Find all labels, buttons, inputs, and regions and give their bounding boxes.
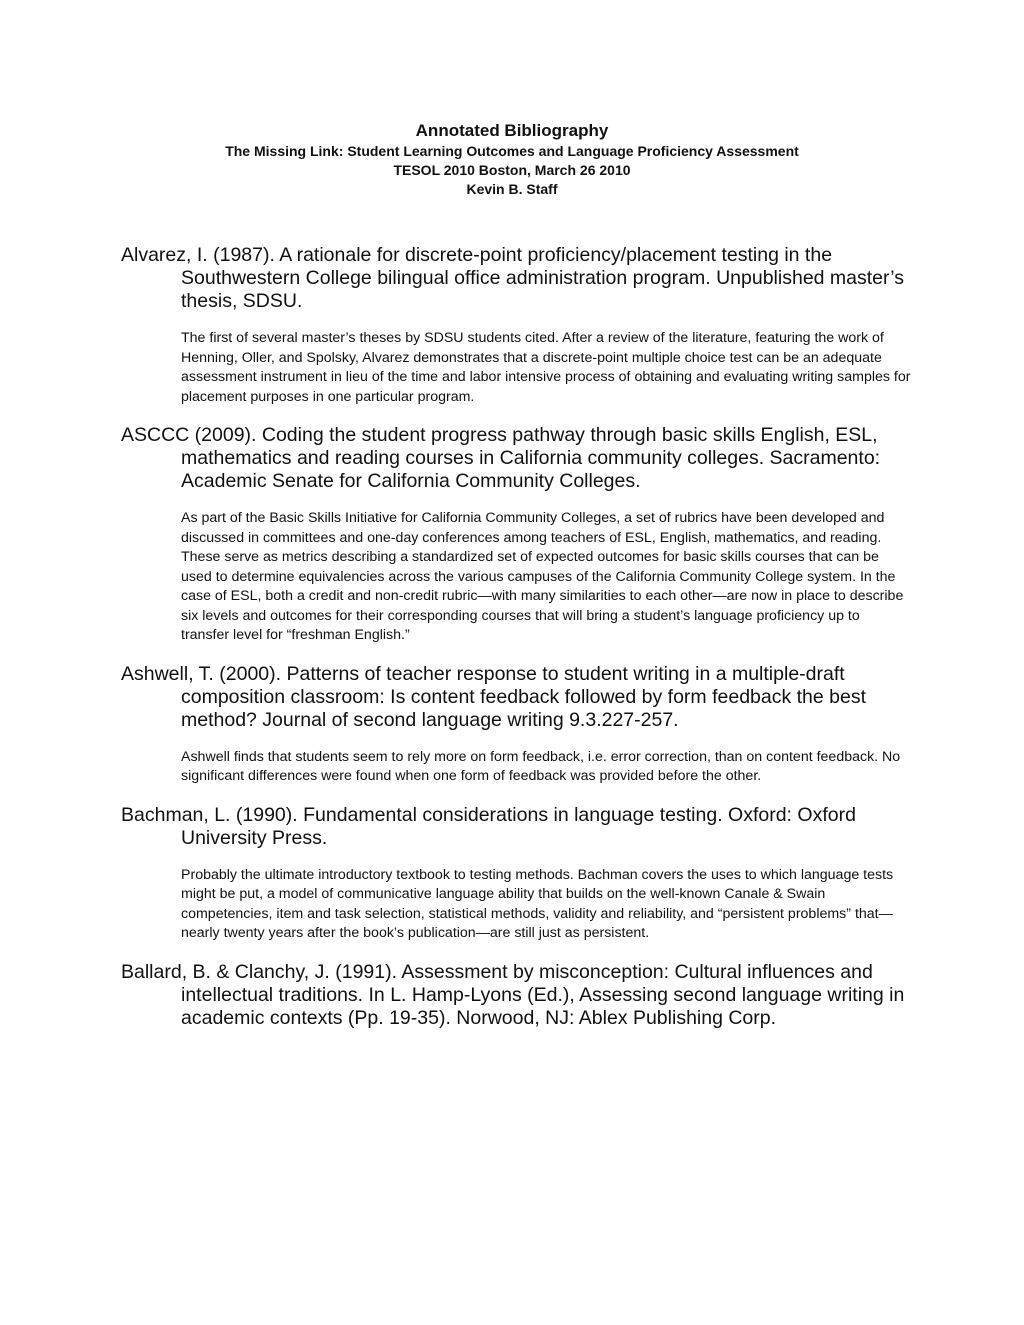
entry-citation: ASCCC (2009). Coding the student progress pathway through basic skills English, ESL, mathematics and reading courses in California community colleges. Sacramento: Academic Senate for California Community Colleges.	[121, 424, 881, 492]
document-title: Annotated Bibliography	[415, 121, 609, 140]
document-subtitle: The Missing Link: Student Learning Outcomes and Language Proficiency Assessment	[225, 143, 799, 159]
document-header	[0, 120, 1024, 199]
bibliography-entry	[121, 961, 911, 1030]
entry-annotation: Probably the ultimate introductory textbook to testing methods. Bachman covers the uses to which language tests might be put, a model of communicative language ability that builds on the well-known Canale & Swain competencies, item and task selection, statistical methods, validity and reliability, and “persistent problems” that—nearly twenty years after the book’s publication—are still just as persistent.	[181, 866, 894, 941]
bibliography-list	[121, 244, 911, 1047]
bibliography-entry	[121, 663, 911, 787]
entry-annotation: As part of the Basic Skills Initiative for California Community Colleges, a set of rubrics have been developed and discussed in committees and one-day conferences among teachers of ESL, English, mathematics, and reading. These serve as metrics describing a standardized set of expected outcomes for basic skills courses that can be used to determine equivalencies across the various campuses of the California Community College system. In the case of ESL, both a credit and non-credit rubric—with many similarities to each other—are now in place to describe six levels and outcomes for their corresponding courses that will bring a student’s language proficiency up to transfer level for “freshman English.”	[181, 510, 904, 643]
bibliography-entry	[121, 244, 911, 407]
entry-citation: Ashwell, T. (2000). Patterns of teacher response to student writing in a multiple-draft composition classroom: Is content feedback followed by form feedback the best method? Journal of second language writing 9.3.227-257.	[121, 662, 867, 731]
entry-citation: Ballard, B. & Clanchy, J. (1991). Assessment by misconception: Cultural influences and intellectual traditions. In L. Hamp-Lyons (Ed.), Assessing second language writing in academic contexts (Pp. 19-35). Norwood, NJ: Ablex Publishing Corp.	[121, 960, 905, 1029]
entry-annotation: Ashwell finds that students seem to rely more on form feedback, i.e. error correction, than on content feedback. No significant differences were found when one form of feedback was provided before the other.	[181, 748, 901, 784]
entry-annotation: The first of several master’s theses by SDSU students cited. After a review of the literature, featuring the work of Henning, Oller, and Spolsky, Alvarez demonstrates that a discrete-point multiple choice test can be an adequate assessment instrument in lieu of the time and labor intensive process of obtaining and evaluating writing samples for placement purposes in one particular program.	[181, 330, 911, 405]
author-line: Kevin B. Staff	[466, 181, 558, 197]
bibliography-entry	[121, 804, 911, 944]
entry-citation: Bachman, L. (1990). Fundamental considerations in language testing. Oxford: Oxford University Press.	[121, 803, 856, 849]
conference-line: TESOL 2010 Boston, March 26 2010	[393, 162, 631, 178]
entry-citation: Alvarez, I. (1987). A rationale for discrete-point proficiency/placement testing in the Southwestern College bilingual office administration program. Unpublished master’s thesis, SDSU.	[121, 244, 904, 312]
bibliography-entry	[121, 424, 911, 646]
